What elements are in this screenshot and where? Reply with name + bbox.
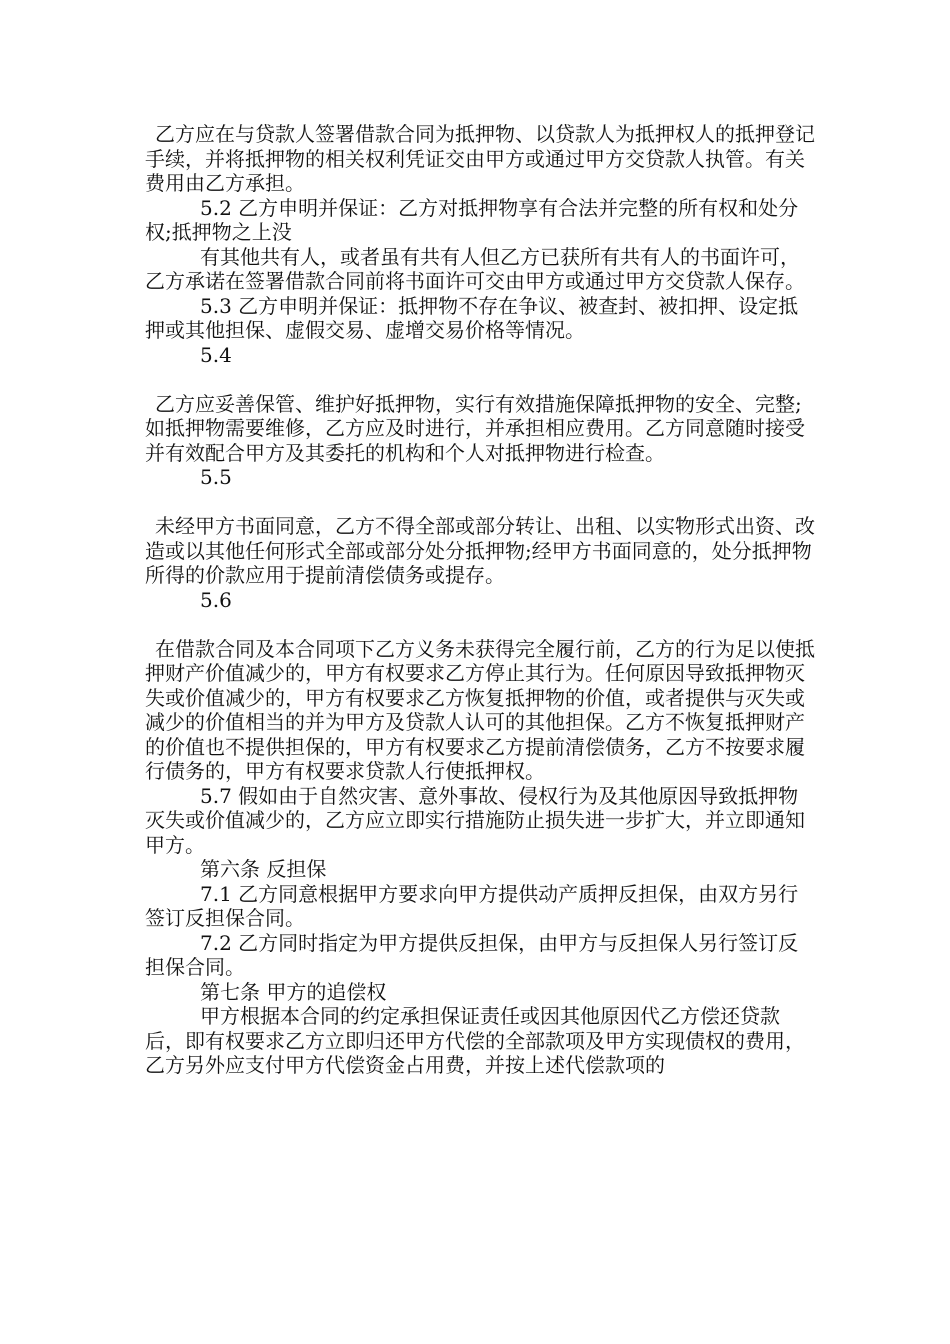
clause-5-4-number: 5.4: [200, 342, 232, 367]
clause-5-6-number: 5.6: [200, 587, 232, 612]
blank-line: [145, 612, 815, 637]
clause-5-2: 5.2 乙方申明并保证：乙方对抵押物享有合法并完整的所有权和处分权;抵押物之上没: [145, 195, 799, 244]
clause-5-3: 5.3 乙方申明并保证：抵押物不存在争议、被查封、被扣押、设定抵押或其他担保、虚假交易、虚增交易价格等情况。: [145, 293, 799, 342]
blank-line: [145, 490, 815, 515]
clause-5-2-continued: 有其他共有人，或者虽有共有人但乙方已获所有共有人的书面许可，乙方承诺在签署借款合同前将书面许可交由甲方或通过甲方交贷款人保存。: [145, 244, 805, 293]
paragraph-mortgage-registration: 乙方应在与贷款人签署借款合同为抵押物、以贷款人为抵押权人的抵押登记手续，并将抵押物的相关权利凭证交由甲方或通过甲方交贷款人执管。有关费用由乙方承担。: [145, 122, 815, 195]
article-7-heading: 第七条 甲方的追偿权: [200, 979, 387, 1004]
article-6-heading: 第六条 反担保: [200, 857, 327, 881]
clause-5-6-text: 在借款合同及本合同项下乙方义务未获得完全履行前，乙方的行为足以使抵押财产价值减少的，甲方有权要求乙方停止其行为。任何原因导致抵押物灭失或价值减少的，甲方有权要求乙方恢复抵押物的价值，或者提供与灭失或减少的价值相当的并为甲方及贷款人认可的其他担保。乙方不恢复抵押财产的价值也不提供担保的，甲方有权要求乙方提前清偿债务，乙方不按要求履行债务的，甲方有权要求贷款人行使抵押权。: [145, 636, 815, 783]
clause-5-5-text: 未经甲方书面同意，乙方不得全部或部分转让、出租、以实物形式出资、改造或以其他任何形式全部或部分处分抵押物;经甲方书面同意的，处分抵押物所得的价款应用于提前清偿债务或提存。: [145, 514, 815, 587]
clause-5-4-text: 乙方应妥善保管、维护好抵押物，实行有效措施保障抵押物的安全、完整;如抵押物需要维修，乙方应及时进行，并承担相应费用。乙方同意随时接受并有效配合甲方及其委托的机构和个人对抵押物进行检查。: [145, 391, 805, 465]
clause-7-1: 7.1 乙方同意根据甲方要求向甲方提供动产质押反担保，由双方另行签订反担保合同。: [145, 881, 799, 930]
clause-7-2: 7.2 乙方同时指定为甲方提供反担保，由甲方与反担保人另行签订反担保合同。: [145, 930, 799, 979]
clause-5-7: 5.7 假如由于自然灾害、意外事故、侵权行为及其他原因导致抵押物灭失或价值减少的，乙方应立即实行措施防止损失进一步扩大，并立即通知甲方。: [145, 783, 805, 857]
blank-line: [145, 367, 815, 392]
clause-5-5-number: 5.5: [200, 465, 232, 489]
document-body: [145, 122, 815, 1078]
article-7-text: 甲方根据本合同的约定承担保证责任或因其他原因代乙方偿还贷款后，即有权要求乙方立即归还甲方代偿的全部款项及甲方实现债权的费用，乙方另外应支付甲方代偿资金占用费，并按上述代偿款项的: [145, 1004, 805, 1077]
